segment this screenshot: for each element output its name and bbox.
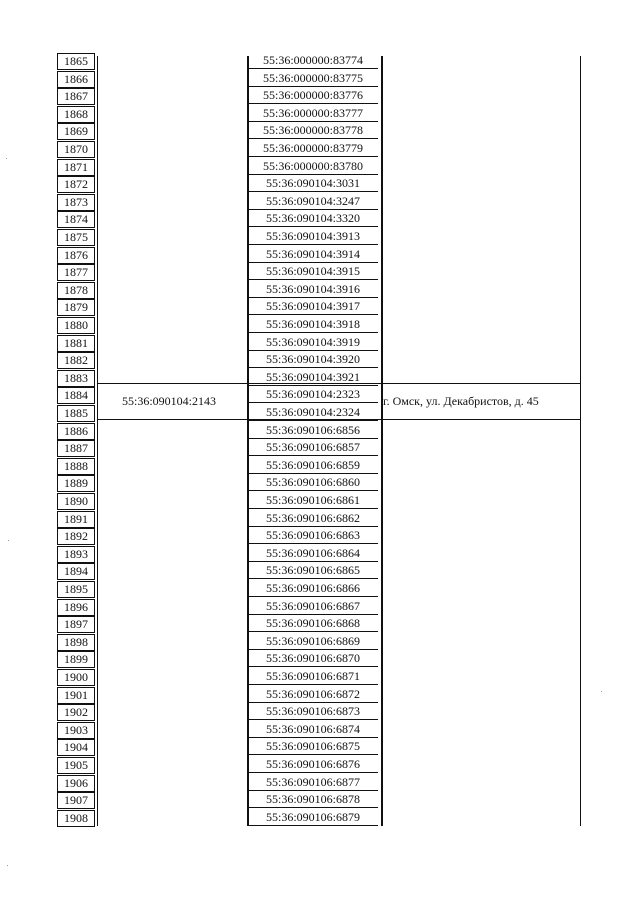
- cadastral-number: 55:36:090106:6864: [248, 546, 378, 562]
- row-number: 1870: [57, 141, 95, 158]
- row-number: 1880: [57, 317, 95, 334]
- scan-speck: [7, 865, 8, 866]
- row-number: 1903: [57, 722, 95, 739]
- cadastral-number: 55:36:090106:6860: [248, 475, 378, 491]
- cadastral-number: 55:36:090106:6879: [248, 810, 378, 826]
- row-number: 1886: [57, 423, 95, 440]
- cadastral-number: 55:36:000000:83779: [248, 141, 378, 157]
- cadastral-number: 55:36:090106:6867: [248, 599, 378, 615]
- row-number: 1877: [57, 264, 95, 281]
- scan-speck: [8, 540, 9, 541]
- scan-speck: [6, 158, 7, 159]
- table-border-right: [580, 56, 581, 826]
- row-number: 1887: [57, 440, 95, 457]
- cadastral-number: 55:36:090106:6868: [248, 616, 378, 632]
- cadastral-number: 55:36:090104:3320: [248, 211, 378, 227]
- row-number: 1865: [57, 53, 95, 70]
- cadastral-number: 55:36:000000:83778: [248, 123, 378, 139]
- cadastral-number: 55:36:090104:3914: [248, 247, 378, 263]
- row-number: 1878: [57, 282, 95, 299]
- cadastral-number: 55:36:090104:3916: [248, 282, 378, 298]
- cadastral-number: 55:36:000000:83774: [248, 53, 378, 69]
- cadastral-number: 55:36:090104:3918: [248, 317, 378, 333]
- cadastral-number: 55:36:090104:2323: [248, 387, 378, 403]
- cadastral-number: 55:36:090106:6862: [248, 511, 378, 527]
- cadastral-number: 55:36:090106:6870: [248, 651, 378, 667]
- cadastral-number: 55:36:090106:6878: [248, 792, 378, 808]
- cadastral-number: 55:36:090106:6873: [248, 704, 378, 720]
- cadastral-number: 55:36:000000:83775: [248, 71, 378, 87]
- row-number: 1869: [57, 123, 95, 140]
- row-number: 1898: [57, 634, 95, 651]
- row-number: 1895: [57, 581, 95, 598]
- cadastral-number: 55:36:090106:6865: [248, 563, 378, 579]
- row-number: 1904: [57, 739, 95, 756]
- cadastral-number: 55:36:090104:3920: [248, 352, 378, 368]
- cadastral-number: 55:36:090106:6872: [248, 687, 378, 703]
- cadastral-number: 55:36:000000:83776: [248, 88, 378, 104]
- row-number: 1905: [57, 757, 95, 774]
- row-number: 1875: [57, 229, 95, 246]
- row-number: 1881: [57, 335, 95, 352]
- table-border-left: [97, 56, 98, 826]
- row-number: 1871: [57, 159, 95, 176]
- row-number: 1908: [57, 810, 95, 827]
- cadastral-number: 55:36:090106:6857: [248, 440, 378, 456]
- row-number: 1889: [57, 475, 95, 492]
- cadastral-number: 55:36:090106:6871: [248, 669, 378, 685]
- row-number: 1890: [57, 493, 95, 510]
- row-number: 1872: [57, 176, 95, 193]
- row-number: 1885: [57, 405, 95, 422]
- row-number: 1897: [57, 616, 95, 633]
- scan-speck: [601, 691, 602, 692]
- cadastral-number: 55:36:090104:2324: [248, 405, 378, 421]
- row-number: 1883: [57, 370, 95, 387]
- row-number: 1888: [57, 458, 95, 475]
- row-number: 1876: [57, 247, 95, 264]
- cadastral-number: 55:36:090104:3913: [248, 229, 378, 245]
- row-number: 1894: [57, 563, 95, 580]
- cadastral-number: 55:36:090106:6876: [248, 757, 378, 773]
- cadastral-number: 55:36:090106:6856: [248, 423, 378, 439]
- cadastral-number: 55:36:000000:83777: [248, 106, 378, 122]
- row-number: 1874: [57, 211, 95, 228]
- row-number: 1866: [57, 71, 95, 88]
- row-number: 1891: [57, 511, 95, 528]
- row-number: 1901: [57, 687, 95, 704]
- cadastral-number: 55:36:090106:6863: [248, 528, 378, 544]
- row-number: 1879: [57, 299, 95, 316]
- row-number: 1902: [57, 704, 95, 721]
- cadastral-number: 55:36:090104:3247: [248, 194, 378, 210]
- column-divider-kad-right: [381, 56, 383, 826]
- cadastral-number: 55:36:090106:6859: [248, 458, 378, 474]
- merged-parcel-number: 55:36:090104:2143: [122, 394, 217, 408]
- row-number: 1899: [57, 651, 95, 668]
- row-number: 1882: [57, 352, 95, 369]
- row-number: 1873: [57, 194, 95, 211]
- merged-address: г. Омск, ул. Декабристов, д. 45: [383, 394, 539, 408]
- cadastral-number: 55:36:090104:3917: [248, 299, 378, 315]
- cadastral-number: 55:36:090104:3919: [248, 335, 378, 351]
- cadastral-number: 55:36:090106:6877: [248, 775, 378, 791]
- row-number: 1906: [57, 775, 95, 792]
- row-number: 1907: [57, 792, 95, 809]
- row-number: 1868: [57, 106, 95, 123]
- cadastral-number: 55:36:090104:3921: [248, 370, 378, 386]
- row-number: 1892: [57, 528, 95, 545]
- cadastral-number: 55:36:090106:6866: [248, 581, 378, 597]
- row-number: 1893: [57, 546, 95, 563]
- cadastral-number: 55:36:090106:6869: [248, 634, 378, 650]
- cadastral-number: 55:36:090106:6861: [248, 493, 378, 509]
- row-number: 1884: [57, 387, 95, 404]
- row-number: 1896: [57, 599, 95, 616]
- row-number: 1900: [57, 669, 95, 686]
- cadastral-number: 55:36:090106:6875: [248, 739, 378, 755]
- cadastral-number: 55:36:090104:3031: [248, 176, 378, 192]
- cadastral-number: 55:36:000000:83780: [248, 159, 378, 175]
- cadastral-number: 55:36:090104:3915: [248, 264, 378, 280]
- row-number: 1867: [57, 88, 95, 105]
- cadastral-number: 55:36:090106:6874: [248, 722, 378, 738]
